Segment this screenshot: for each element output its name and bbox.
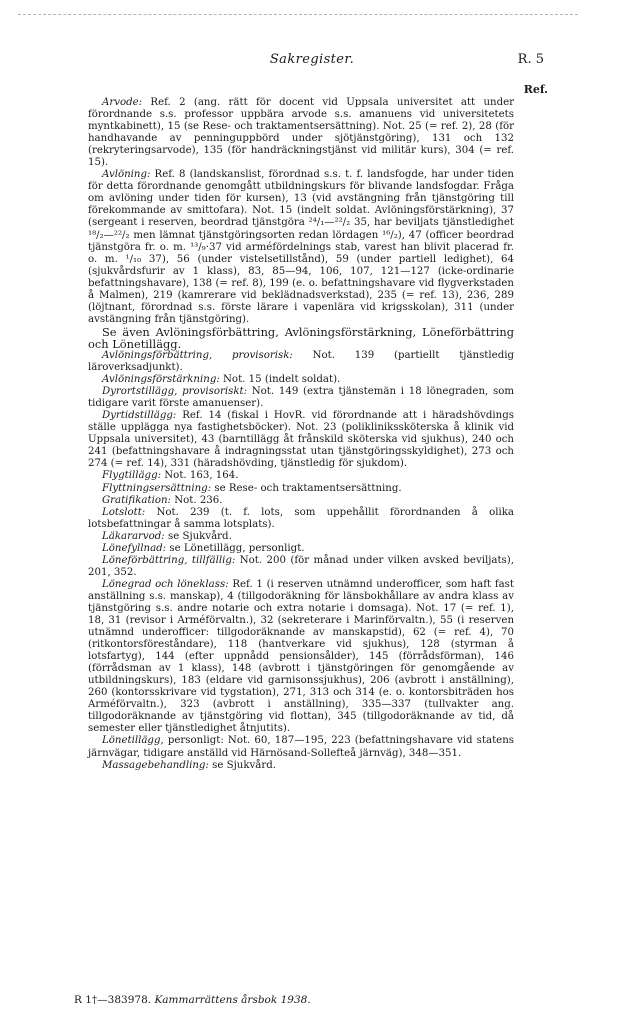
register-entry — [88, 555, 514, 579]
register-entry — [88, 543, 514, 555]
entry-lemma: Dyrortstillägg, provisoriskt: — [102, 386, 248, 398]
register-entry — [88, 507, 514, 531]
register-entry — [88, 470, 514, 482]
register-entry — [88, 169, 514, 326]
register-entry — [88, 495, 514, 507]
entry-lemma: Läkararvod: — [102, 530, 165, 542]
register-body — [88, 97, 514, 772]
entry-text: Se även Avlöningsförbättring, Avlöningsförstärkning, Löneförbättring och Lönetillägg. — [88, 324, 514, 351]
entry-text: Ref. 1 (i reserven utnämnd underofficer, som haft fast anställning s.s. manskap), 4 (tillgodoräkning för länsbokhållare av andra klass av tjänstgöring s.s. andre notarie och extra notarie i domsaga). Not. 17 (= ref. 1), 18, 31 (revisor i Arméförvaltn.), 32 (sekreterare i Marinförvaltn.), 55 (i reserven utnämnd underofficer: tillgodoräknande av manskapstid), 62 (= ref. 4), 70 (ritkontorsföreståndare), 118 (hantverkare vid sjukhus), 128 (styrman å lotsfartyg), 144 (efter uppnådd pensionsålder), 145 (förrådsförman), 146 (förrådsman av 1 klass), 148 (avbrott i tjänstgöringen för genomgående av utbildningskurs), 183 (eldare vid garnisonssjukhus), 206 (avbrott i anställning), 260 (kontorsskrivare vid tygstation), 271, 313 och 314 (e. o. kontorsbiträden hos Arméförvaltn.), 323 (avbrott i anställning), 335—337 (tullvakter ang. tillgodoräknande av tjänstgöring vid flottan), 345 (tillgodoräknande av tid, då semester eller tjänstledighet åtnjutits). — [88, 578, 514, 735]
page-title: Sakregister. — [269, 52, 355, 67]
entry-lemma: Lotslott: — [102, 506, 146, 518]
entry-text: Ref. 8 (landskanslist, förordnad s.s. t. f. landsfogde, har under tiden för detta förordnande genomgått utbildningskurs för blivande landsfogdar. Fråga om avlöning under tiden för kursen), 13 (vid avstängning från tjänstgöring till förekommande av smittofara). Not. 15 (indelt soldat. Avlöningsförstärkning), 37 (sergeant i reserven, beordrad tjänstgöra ²⁴/₁—²²/₂ 35, har beviljats tjänstledighet ¹⁸/₂—²²/₂ men lämnat tjänstgöringsorten redan lördagen ¹⁶/₂), 47 (officer beordrad tjänstgöra fr. o. m. ¹³/₉·37 vid arméfördelnings stab, varest han blivit placerad fr. o. m. ¹/₁₀ 37), 56 (under vistelsetillstånd), 59 (under partiell ledighet), 64 (sjukvårdsfurir av 1 klass), 83, 85—94, 106, 107, 121—127 (icke-ordinarie befattningshavare), 138 (= ref. 8), 199 (e. o. befattningshavare vid flygverkstaden å Malmen), 219 (kamrerare vid beklädnadsverkstad), 235 (= ref. 13), 236, 289 (löjtnant, förordnad s.s. förste lärare i vapenlära vid krigsskolan), 311 (under avstängning från tjänstgöring). — [88, 169, 514, 325]
entry-lemma: Flyttningsersättning: — [102, 482, 212, 494]
entry-lemma: Avlöningsförbättring, provisorisk: — [102, 349, 293, 361]
register-entry — [88, 531, 514, 543]
entry-lemma: Lönegrad och löneklass: — [102, 578, 229, 590]
entry-text: Not. 163, 164. — [161, 470, 239, 482]
register-entry — [88, 483, 514, 495]
entry-lemma: Massagebehandling: — [102, 759, 209, 771]
print-code: R 1†—383978. — [74, 994, 152, 1006]
entry-text: Not. 139 (partiellt tjänstledig läroverksadjunkt). — [88, 349, 514, 374]
entry-lemma: Lönefyllnad: — [102, 542, 167, 554]
entry-lemma: Gratifikation: — [102, 494, 171, 506]
page-footer — [74, 994, 311, 1006]
entry-lemma: Avlöning: — [102, 169, 151, 181]
register-entry — [88, 350, 514, 374]
entry-lemma: Löneförbättring, tillfällig: — [102, 554, 236, 566]
publication-source: Kammarrättens årsbok 1938. — [154, 994, 311, 1006]
entry-text: Not. 200 (för månad under vilken avsked beviljats), 201, 352. — [88, 554, 514, 578]
register-entry — [88, 579, 514, 736]
register-entry — [88, 97, 514, 169]
entry-text: Not. 239 (t. f. lots, som uppehållit förordnanden å olika lotsbefattningar å samma lotsplats). — [88, 506, 514, 530]
scan-edge-dashes — [18, 14, 578, 15]
register-entry-see-also — [88, 326, 514, 350]
register-entry — [88, 735, 514, 759]
register-entry — [88, 760, 514, 772]
entry-text: Ref. 2 (ang. rätt för docent vid Uppsala universitet att under förordnande s.s. professor uppbära arvode s.s. amanuens vid universitetets myntkabinett), 15 (se Rese- och traktamentsersättning). Not. 25 (= ref. 2), 28 (för handhavande av penninguppbörd under sjötjänstgöring), 131 och 132 (rekryteringsarvode), 135 (för handräckningstjänst vid militär kurs), 304 (= ref. 15). — [88, 97, 514, 169]
register-entry — [88, 386, 514, 410]
entry-text: se Sjukvård. — [164, 530, 232, 542]
entry-lemma: Arvode: — [102, 97, 143, 108]
entry-text: Not. 149 (extra tjänstemän i 18 lönegraden, som tidigare varit förste amanuenser). — [88, 386, 514, 410]
register-entry — [88, 410, 514, 470]
entry-text: Not. 236. — [170, 494, 223, 506]
entry-lemma: Flygtillägg: — [102, 470, 162, 482]
entry-text: Not. 15 (indelt soldat). — [219, 374, 341, 386]
page-number: R. 5 — [517, 52, 544, 67]
entry-lemma: Lönetillägg, — [102, 735, 164, 747]
entry-text: se Lönetillägg, personligt. — [166, 542, 305, 554]
entry-lemma: Dyrtidstillägg: — [102, 410, 177, 422]
entry-text: se Rese- och traktamentsersättning. — [211, 482, 402, 494]
entry-text: se Sjukvård. — [208, 759, 276, 771]
ref-label: Ref. — [523, 83, 548, 96]
entry-lemma: Avlöningsförstärkning: — [102, 374, 220, 386]
register-entry — [88, 374, 514, 386]
entry-text: Ref. 14 (fiskal i HovR. vid förordnande att i häradshövdings ställe upplägga nya fastighetsböcker). Not. 23 (poliklinikssköterska å klinik vid Uppsala universitet), 43 (barntillägg åt frånskild sköterska vid sjukhus), 240 och 241 (befattningshavare å indragningsstat utan tjänstgöringsskyldighet), 273 och 274 (= ref. 14), 331 (häradshövding, tjänstledig för sjukdom). — [88, 410, 514, 470]
entry-text: personligt: Not. 60, 187—195, 223 (befattningshavare vid statens järnvägar, tidigare anställd vid Härnösand-Sollefteå järnväg), 348—351. — [88, 735, 514, 759]
